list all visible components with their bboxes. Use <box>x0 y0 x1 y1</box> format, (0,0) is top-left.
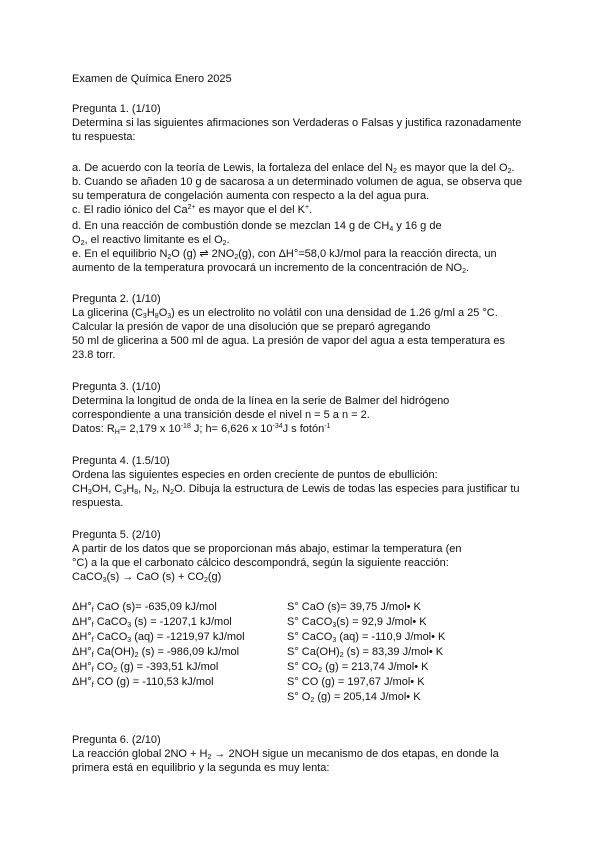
q6-heading: Pregunta 6. (2/10) <box>72 734 161 746</box>
q2-line2: Calcular la presión de vapor de una disolución que se preparó agregando <box>72 321 431 333</box>
q1-heading: Pregunta 1. (1/10) <box>72 103 161 115</box>
page-title: Examen de Química Enero 2025 <box>72 73 232 85</box>
q3-heading: Pregunta 3. (1/10) <box>72 381 161 393</box>
q4-line3: respuesta. <box>72 497 124 509</box>
enthalpy-cao: $\Delta H^\circ_f$ CaO (s)= -635,09 kJ/mol <box>72 601 217 614</box>
enthalpy-caoh2: $\Delta H^\circ_f$ $Ca(OH)_2$ (s) = -986,09 kJ/mol <box>72 646 240 659</box>
q1-item-d-line2: $O_2$, el reactivo limitante es el $O_2$. <box>72 234 230 247</box>
enthalpy-co2: $\Delta H^\circ_f$ $CO_2$ (g) = -393,51 kJ/mol <box>72 661 219 674</box>
entropy-caco3-s: S° CaCO$_3$(s) = 92,9 J/mol• K <box>287 616 427 629</box>
q5-line1: A partir de los datos que se proporcionan más abajo, estimar la temperatura (en <box>72 543 462 555</box>
q2-heading: Pregunta 2. (1/10) <box>72 293 161 305</box>
q3-line1: Determina la longitud de onda de la línea en la serie de Balmer del hidrógeno <box>72 395 450 407</box>
q5-reaction: CaCO$_3$(s) → CaO $(s) + CO_2(g)$ <box>72 571 222 584</box>
q4-heading: Pregunta 4. (1.5/10) <box>72 455 170 467</box>
q2-line3: 50 ml de glicerina a 500 ml de agua. La presión de vapor del agua a esta temperatura es <box>72 335 505 347</box>
enthalpy-caco3-s: $\Delta H^\circ_f$ CaCO$_3$ (s) = -1207,1 kJ/mol <box>72 616 232 629</box>
q6-line1: La reacción global $2NO + H_2 \to 2NOH$ sigue un mecanismo de dos etapas, en donde la <box>72 748 499 761</box>
entropy-caoh2: S° $Ca(OH)_2$ (s) = 83,39 J/mol• K <box>287 646 444 659</box>
entropy-o2: S° $O_2$ (g) = 205,14 J/mol• K <box>287 691 421 704</box>
q1-item-b-line1: b. Cuando se añaden 10 g de sacarosa a un determinado volumen de agua, se observa que <box>72 176 523 188</box>
enthalpy-caco3-aq: $\Delta H^\circ_f$ CaCO$_3$ (aq) = -1219,97 kJ/mol <box>72 631 245 644</box>
q1-item-c: c. El radio iónico del $Ca^{2+}$ es mayor que el del K+. <box>72 204 313 216</box>
q5-heading: Pregunta 5. (2/10) <box>72 529 161 541</box>
q3-data-line: Datos: $R_H= 2,179$ x $10^{-18}$ J; h= 6,626 x $10^{-34}J$ s fotón$^{-1}$ <box>72 423 331 436</box>
q2-line1: La glicerina $(C_3H_8O_3)$ es un electrolito no volátil con una densidad de 1.26 g/ml a 25 °C. <box>72 307 498 320</box>
q1-item-d-line1: d. En una reacción de combustión donde se mezclan 14 g de $CH_4$ y 16 g de <box>72 220 442 233</box>
q6-line2: primera está en equilibrio y la segunda es muy lenta: <box>72 762 330 774</box>
entropy-co: S° CO (g) = 197,67 J/mol• K <box>287 676 425 688</box>
entropy-co2: S° $CO_2$ (g) = 213,74 J/mol• K <box>287 661 429 674</box>
q2-line4: 23.8 torr. <box>72 349 116 361</box>
q1-intro-line2: tu respuesta: <box>72 131 136 143</box>
entropy-cao: S° CaO (s)= 39,75 J/mol• K <box>287 601 421 613</box>
q3-line2: correspondiente a una transición desde el nivel n = 5 a n = 2. <box>72 409 370 421</box>
q1-intro-line1: Determina si las siguientes afirmaciones son Verdaderas o Falsas y justifica razonadamente <box>72 117 522 129</box>
q4-line1: Ordena las siguientes especies en orden creciente de puntos de ebullición: <box>72 469 438 481</box>
q5-line2: °C) a la que el carbonato cálcico descompondrá, según la siguiente reacción: <box>72 557 449 569</box>
q1-item-a: a. De acuerdo con la teoría de Lewis, la fortaleza del enlace del $N_2$ es mayor que la del $O_2$. <box>72 162 515 175</box>
q4-line2: $CH_3OH$, $C_3H_8$, $N_2$, $N_2O$. Dibuja la estructura de Lewis de todas las especies para justificar tu <box>72 483 520 496</box>
q1-item-e-line2: aumento de la temperatura provocará un incremento de la concentración de $NO_2$. <box>72 262 470 275</box>
entropy-caco3-aq: S° CaCO$_3$ (aq) = -110,9 J/mol• K <box>287 631 446 644</box>
q1-item-e-line1: e. En el equilibrio $N_2O$ (g) ⇌ $2NO_2(g)$, con ΔH°=58,0 kJ/mol para la reacción directa, un <box>72 248 497 261</box>
q1-item-b-line2: su temperatura de congelación aumenta con respecto a la del agua pura. <box>72 190 430 202</box>
enthalpy-co: $\Delta H^\circ_f$ CO (g) = -110,53 kJ/mol <box>72 676 214 689</box>
